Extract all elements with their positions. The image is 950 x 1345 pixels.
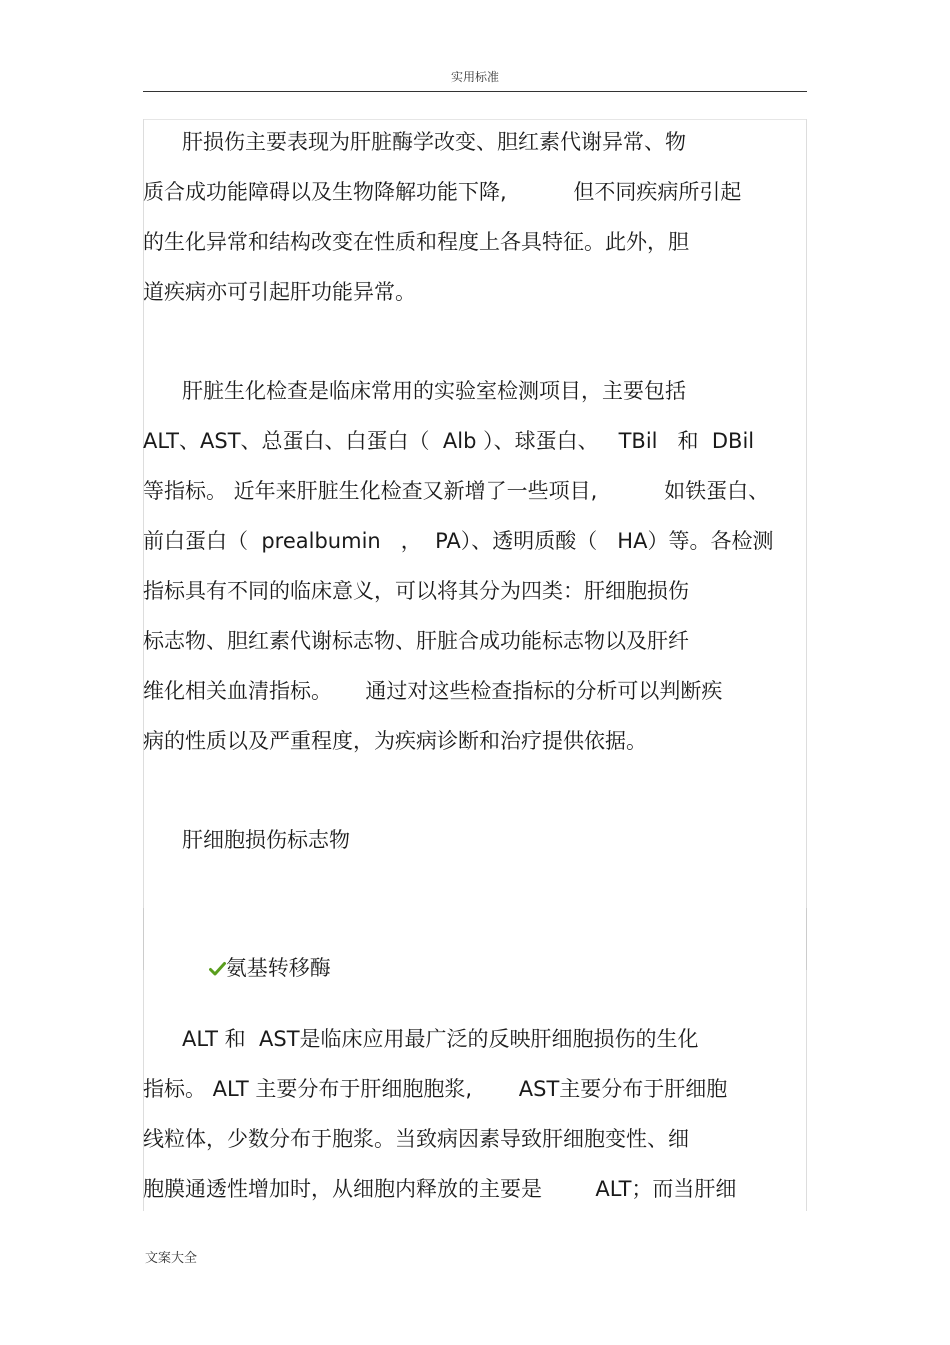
section-heading-liver-cell-markers: 肝细胞损伤标志物	[182, 828, 350, 852]
paragraph-2-line-1: 肝脏生化检查是临床常用的实验室检测项目，主要包括	[182, 379, 686, 403]
paragraph-3-line-2: 指标。 ALT 主要分布于肝细胞胞浆, AST主要分布于肝细胞	[143, 1077, 728, 1101]
paragraph-2-line-2: ALT、AST、总蛋白、白蛋白（ Alb ）、球蛋白、 TBil 和 DBil	[143, 429, 755, 453]
paragraph-2-line-3: 等指标。 近年来肝脏生化检查又新增了一些项目, 如铁蛋白、	[143, 479, 770, 503]
page-footer-text: 文案大全	[145, 1251, 198, 1266]
paragraph-3-line-3: 线粒体，少数分布于胞浆。当致病因素导致肝细胞变性、细	[143, 1127, 689, 1151]
heading2-box-right	[806, 908, 807, 970]
paragraph-2-line-7: 维化相关血清指标。 通过对这些检查指标的分析可以判断疾	[143, 679, 723, 703]
subheading-aminotransferase-label: 氨基转移酶	[225, 956, 331, 980]
paragraph-1-line-1: 肝损伤主要表现为肝脏酶学改变、胆红素代谢异常、物	[182, 130, 686, 154]
paragraph-2-line-5: 指标具有不同的临床意义，可以将其分为四类：肝细胞损伤	[143, 579, 689, 603]
paragraph-3-line-4: 胞膜通透性增加时，从细胞内释放的主要是 ALT；而当肝细	[143, 1177, 737, 1201]
paragraph-2-line-4: 前白蛋白（ prealbumin ， PA）、透明质酸（ HA）等。各检测	[143, 529, 774, 553]
paragraph-1-line-3: 的生化异常和结构改变在性质和程度上各具特征。此外，胆	[143, 230, 689, 254]
paragraph-2-line-8: 病的性质以及严重程度，为疾病诊断和治疗提供依据。	[143, 729, 647, 753]
paragraph-3-line-1: ALT 和 AST是临床应用最广泛的反映肝细胞损伤的生化	[182, 1027, 699, 1051]
page-header-title: 实用标准	[450, 70, 499, 84]
paragraph-1-line-2: 质合成功能障碍以及生物降解功能下降, 但不同疾病所引起	[143, 180, 742, 204]
check-icon	[209, 957, 226, 978]
paragraph-2-line-6: 标志物、胆红素代谢标志物、肝脏合成功能标志物以及肝纤	[143, 629, 689, 653]
heading2-box-left	[143, 908, 144, 970]
subheading-aminotransferase	[182, 926, 331, 1010]
paragraph-1-line-4: 道疾病亦可引起肝功能异常。	[143, 280, 416, 304]
